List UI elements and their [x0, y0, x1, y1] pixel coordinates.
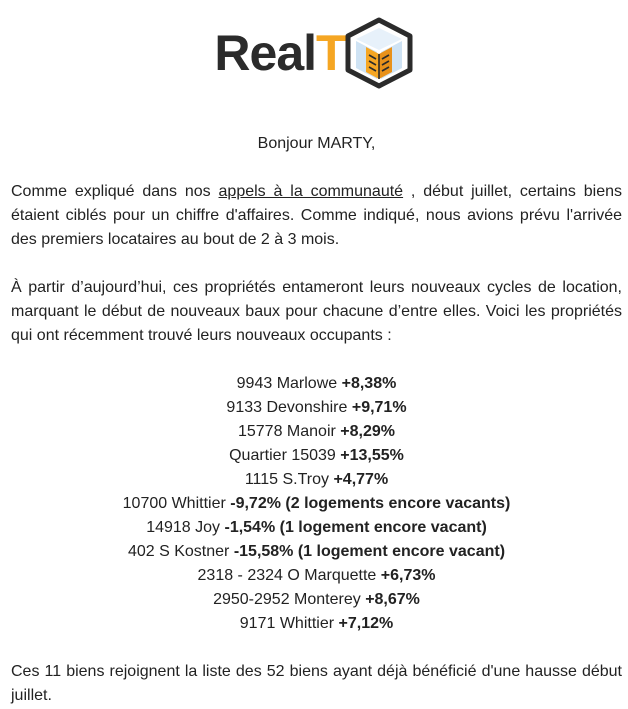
property-name: Quartier 15039: [229, 447, 341, 464]
list-item: [11, 612, 622, 636]
intro-text-start: Comme expliqué dans nos: [11, 183, 219, 200]
property-name: 402 S Kostner: [127, 543, 234, 560]
logo-text-real: Real: [214, 25, 317, 81]
list-item: [11, 540, 622, 564]
property-name: 9943 Marlowe: [236, 375, 342, 392]
property-name: 9133 Devonshire: [226, 399, 352, 416]
property-change: +4,77%: [333, 471, 389, 488]
property-change: +8,29%: [340, 423, 395, 440]
property-name: 15778 Manoir: [237, 423, 341, 440]
property-change: +8,67%: [365, 591, 420, 608]
leasing-paragraph: À partir d’aujourd’hui, ces propriétés entameront leurs nouveaux cycles de location, marquant le début de nouveaux baux pour chacune d’entre elles. Voici les propriétés qui ont récemment trouvé leurs nouveaux occupants :: [11, 279, 622, 344]
list-item: [11, 396, 622, 420]
property-name: 14918 Joy: [146, 519, 225, 536]
property-list: [11, 372, 622, 636]
intro-paragraph: [11, 180, 622, 252]
property-name: 2318 - 2324 O Marquette: [197, 567, 381, 584]
property-change: -15,58% (1 logement encore vacant): [233, 543, 506, 560]
property-name: 10700 Whittier: [122, 495, 231, 512]
property-change: -9,72% (2 logements encore vacants): [230, 495, 511, 512]
list-item: [11, 492, 622, 516]
list-item: [11, 444, 622, 468]
property-name: 9171 Whittier: [239, 615, 339, 632]
list-item: [11, 588, 622, 612]
building-cube-icon: [344, 17, 414, 89]
list-item: [11, 420, 622, 444]
intro-text-end: , début juillet, certains biens étaient ciblés pour un chiffre d'affaires. Comme indiqué, nous avions prévu l'arrivée des premiers locataires au bout de 2 à 3 mois.: [11, 183, 623, 248]
closing-paragraph: Ces 11 biens rejoignent la liste des 52 biens ayant déjà bénéficié d'une hausse début juillet.: [11, 663, 622, 704]
email-body: [11, 132, 622, 709]
property-change: +7,12%: [338, 615, 394, 632]
community-calls-link[interactable]: appels à la communauté: [218, 183, 404, 200]
property-change: +13,55%: [340, 447, 404, 464]
list-item: [11, 564, 622, 588]
greeting: Bonjour MARTY,: [257, 135, 376, 152]
property-change: +9,71%: [351, 399, 407, 416]
logo-text-t: T: [316, 25, 346, 81]
logo-text: [214, 25, 345, 81]
list-item: [11, 468, 622, 492]
property-change: -1,54% (1 logement encore vacant): [224, 519, 487, 536]
header: [0, 17, 628, 89]
property-name: 1115 S.Troy: [244, 471, 334, 488]
list-item: [11, 516, 622, 540]
list-item: [11, 372, 622, 396]
property-change: +6,73%: [380, 567, 436, 584]
property-change: +8,38%: [341, 375, 397, 392]
realt-logo[interactable]: [214, 17, 413, 89]
property-name: 2950-2952 Monterey: [213, 591, 366, 608]
